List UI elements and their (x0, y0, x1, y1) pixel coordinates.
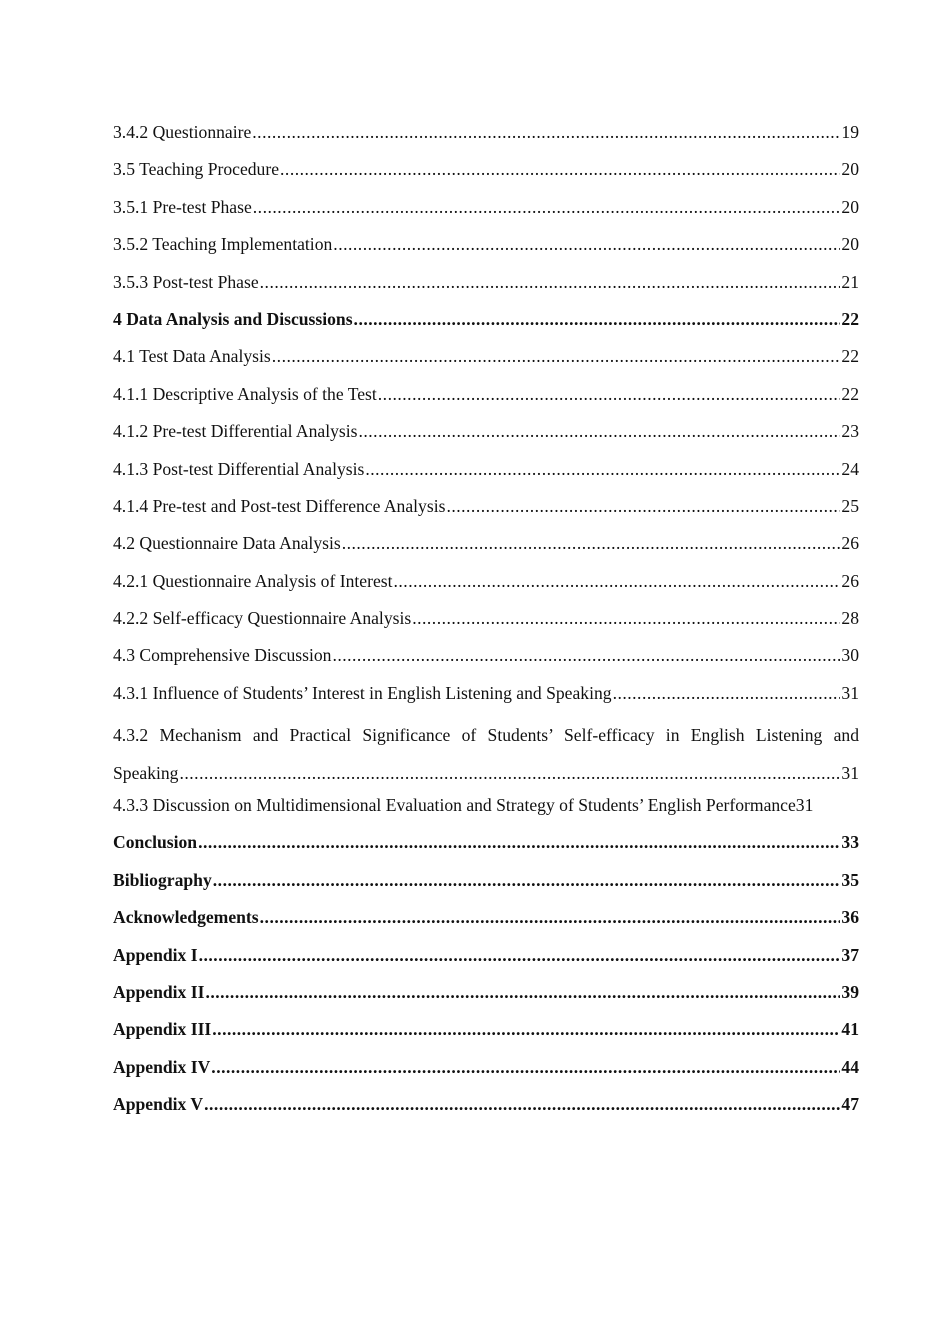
toc-entry-title: 4.3.3 Discussion on Multidimensional Evaluation and Strategy of Students’ English Performance (113, 795, 796, 816)
dot-leader (280, 156, 840, 182)
toc-entry-title: Appendix IV (113, 1056, 211, 1077)
toc-entry[interactable] (113, 792, 859, 829)
dot-leader (253, 194, 841, 220)
toc-entry-title: 3.5.3 Post-test Phase (113, 271, 259, 292)
toc-entry[interactable] (113, 605, 859, 642)
toc-entry-page: 20 (841, 159, 859, 180)
dot-leader (333, 231, 840, 257)
toc-entry-title: 4.3.1 Influence of Students’ Interest in English Listening and Speaking (113, 682, 612, 703)
toc-entry-page: 26 (841, 533, 859, 554)
toc-entry[interactable] (113, 269, 859, 306)
dot-leader (260, 904, 841, 930)
dot-leader (179, 755, 840, 792)
dot-leader (365, 456, 840, 482)
toc-entry-page: 37 (841, 944, 859, 965)
toc-entry[interactable] (113, 381, 859, 418)
toc-chapter-entry[interactable] (113, 867, 859, 904)
dot-leader (412, 605, 840, 631)
toc-entry-page: 31 (841, 682, 859, 703)
dot-leader (378, 381, 841, 407)
toc-entry[interactable] (113, 343, 859, 380)
toc-entry-page: 24 (841, 458, 859, 479)
toc-entry-title: 4.2.1 Questionnaire Analysis of Interest (113, 570, 393, 591)
toc-entry-title: 3.5.2 Teaching Implementation (113, 234, 333, 255)
dot-leader (260, 269, 841, 295)
toc-entry-title: 4.2 Questionnaire Data Analysis (113, 533, 341, 554)
toc-entry[interactable] (113, 231, 859, 268)
toc-entry-page: 19 (841, 122, 859, 142)
toc-entry[interactable] (113, 156, 859, 193)
toc-entry-page: 44 (841, 1056, 859, 1077)
toc-entry-page: 41 (841, 1019, 859, 1040)
toc-entry-page: 35 (841, 869, 859, 890)
toc-entry[interactable] (113, 493, 859, 530)
toc-entry[interactable] (113, 194, 859, 231)
toc-entry-page: 30 (841, 645, 859, 666)
toc-chapter-entry[interactable] (113, 306, 859, 343)
toc-entry-page: 20 (841, 234, 859, 255)
toc-chapter-entry[interactable] (113, 904, 859, 941)
toc-entry-page: 26 (841, 570, 859, 591)
toc-chapter-entry[interactable] (113, 829, 859, 866)
toc-entry-title: 4.1.2 Pre-test Differential Analysis (113, 421, 358, 442)
toc-entry-title: 4.3 Comprehensive Discussion (113, 645, 332, 666)
dot-leader (213, 867, 841, 893)
dot-leader (394, 568, 841, 594)
dot-leader (204, 1091, 840, 1117)
dot-leader (358, 418, 840, 444)
toc-entry[interactable] (113, 680, 859, 717)
dot-leader (252, 119, 840, 145)
toc-entry-page: 31 (795, 795, 814, 816)
dot-leader (199, 942, 841, 968)
toc-entry-page: 22 (841, 346, 859, 367)
toc-chapter-entry[interactable] (113, 1091, 859, 1128)
toc-entry-page: 23 (841, 421, 859, 442)
toc-entry-page: 36 (841, 907, 859, 928)
toc-entry-page: 21 (841, 271, 859, 292)
toc-entry-title: Appendix III (113, 1019, 212, 1040)
toc-entry-title: Appendix V (113, 1094, 204, 1115)
toc-entry-title: 4.2.2 Self-efficacy Questionnaire Analysis (113, 608, 412, 629)
toc-chapter-entry[interactable] (113, 1054, 859, 1091)
toc-chapter-entry[interactable] (113, 979, 859, 1016)
toc-entry[interactable] (113, 568, 859, 605)
toc-entry-title: 4.1.3 Post-test Differential Analysis (113, 458, 365, 479)
toc-entry-title: 4.1.4 Pre-test and Post-test Difference Analysis (113, 495, 446, 516)
toc-entry-title: 3.4.2 Questionnaire (113, 122, 252, 142)
dot-leader (613, 680, 841, 706)
toc-entry-title: 4 Data Analysis and Discussions (113, 308, 353, 329)
toc-entry-title: 4.1.1 Descriptive Analysis of the Test (113, 383, 377, 404)
toc-entry-continuation (113, 755, 859, 792)
dot-leader (446, 493, 840, 519)
toc-entry-page: 20 (841, 196, 859, 217)
toc-entry-page: 22 (841, 383, 859, 404)
toc-chapter-entry[interactable] (113, 942, 859, 979)
toc-entry-page: 28 (841, 608, 859, 629)
dot-leader (342, 530, 841, 556)
toc-entry-title: Bibliography (113, 869, 212, 890)
dot-leader (212, 1016, 840, 1042)
toc-entry-title: Conclusion (113, 832, 198, 853)
toc-entry-title-line2: Speaking (113, 762, 179, 783)
toc-entry[interactable] (113, 418, 859, 455)
toc-entry[interactable] (113, 530, 859, 567)
dot-leader (198, 829, 840, 855)
toc-entry-page: 25 (841, 495, 859, 516)
toc-entry-page: 47 (841, 1094, 859, 1115)
toc-entry[interactable] (113, 642, 859, 679)
toc-entry-page: 22 (841, 308, 859, 329)
toc-entry-page: 31 (841, 762, 859, 783)
table-of-contents (113, 119, 859, 1129)
toc-entry-page: 33 (841, 832, 859, 853)
toc-entry-title: 4.1 Test Data Analysis (113, 346, 271, 367)
toc-entry-title: Acknowledgements (113, 907, 259, 928)
toc-entry[interactable] (113, 456, 859, 493)
dot-leader (354, 306, 841, 332)
dot-leader (332, 642, 840, 668)
toc-chapter-entry[interactable] (113, 1016, 859, 1053)
toc-entry-title: Appendix I (113, 944, 198, 965)
toc-entry[interactable] (113, 119, 859, 156)
toc-entry-title: 3.5 Teaching Procedure (113, 159, 280, 180)
toc-entry-title-line1: 4.3.2 Mechanism and Practical Significance of Students’ Self-efficacy in English Listening and (113, 725, 859, 746)
dot-leader (205, 979, 840, 1005)
dot-leader (272, 343, 841, 369)
toc-entry-page: 39 (841, 981, 859, 1002)
dot-leader (211, 1054, 840, 1080)
toc-entry-title: Appendix II (113, 981, 205, 1002)
toc-entry-title: 3.5.1 Pre-test Phase (113, 196, 252, 217)
toc-entry-multiline[interactable] (113, 717, 859, 792)
